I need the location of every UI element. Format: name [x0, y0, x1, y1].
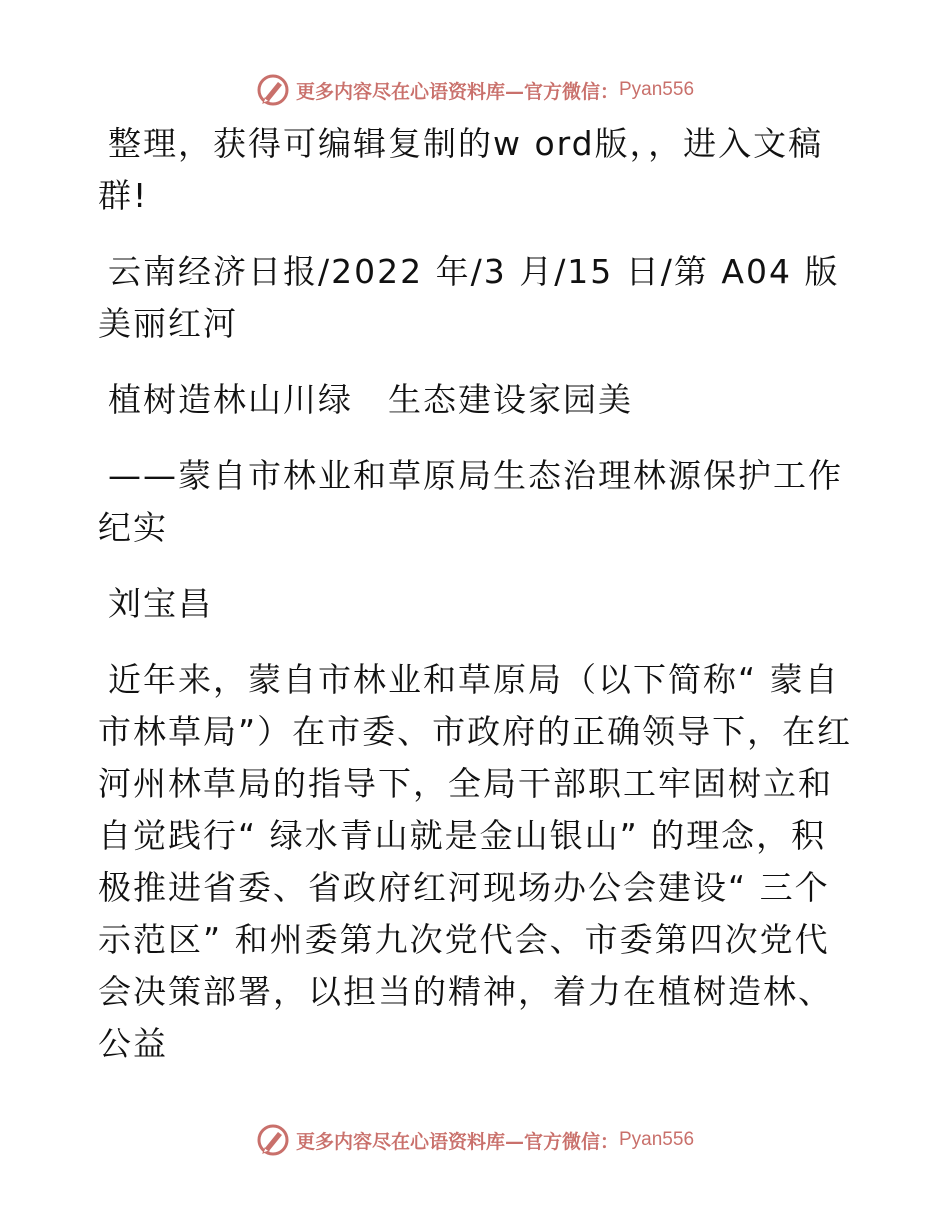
watermark-wechat-id: Pyan556	[619, 79, 695, 100]
watermark-banner-bottom	[0, 1120, 950, 1160]
document-body	[98, 118, 858, 1094]
article-paragraph: 近年来，蒙自市林业和草原局（以下简称“ 蒙自市林草局”）在市委、市政府的正确领导下，在红河州林草局的指导下，全局干部职工牢固树立和自觉践行“ 绿水青山就是金山银山” 的理念，积极推进省委、省政府红河现场办公会建设“ 三个示范区” 和州委第九次党代会、市委第四次党代会决策部署，以担当的精神，着力在植树造林、公益	[98, 660, 853, 1063]
pen-logo-icon	[256, 73, 290, 107]
watermark-wechat-id: Pyan556	[619, 1129, 695, 1150]
watermark-text: 更多内容尽在心语资料库—官方微信：	[295, 1130, 619, 1153]
article-title: 植树造林山川绿 生态建设家园美	[108, 380, 633, 419]
article-author: 刘宝昌	[108, 584, 213, 623]
article-subtitle: ——蒙自市林业和草原局生态治理林源保护工作纪实	[98, 456, 843, 547]
watermark-text: 更多内容尽在心语资料库—官方微信：	[295, 80, 619, 103]
paragraph-source: 云南经济日报/2022 年/3 月/15 日/第 A04 版美丽红河	[98, 252, 840, 343]
pen-logo-icon	[256, 1123, 290, 1157]
watermark-banner-top	[0, 70, 950, 110]
paragraph-notice: 整理，获得可编辑复制的w ord版，，进入文稿群!	[98, 124, 824, 215]
